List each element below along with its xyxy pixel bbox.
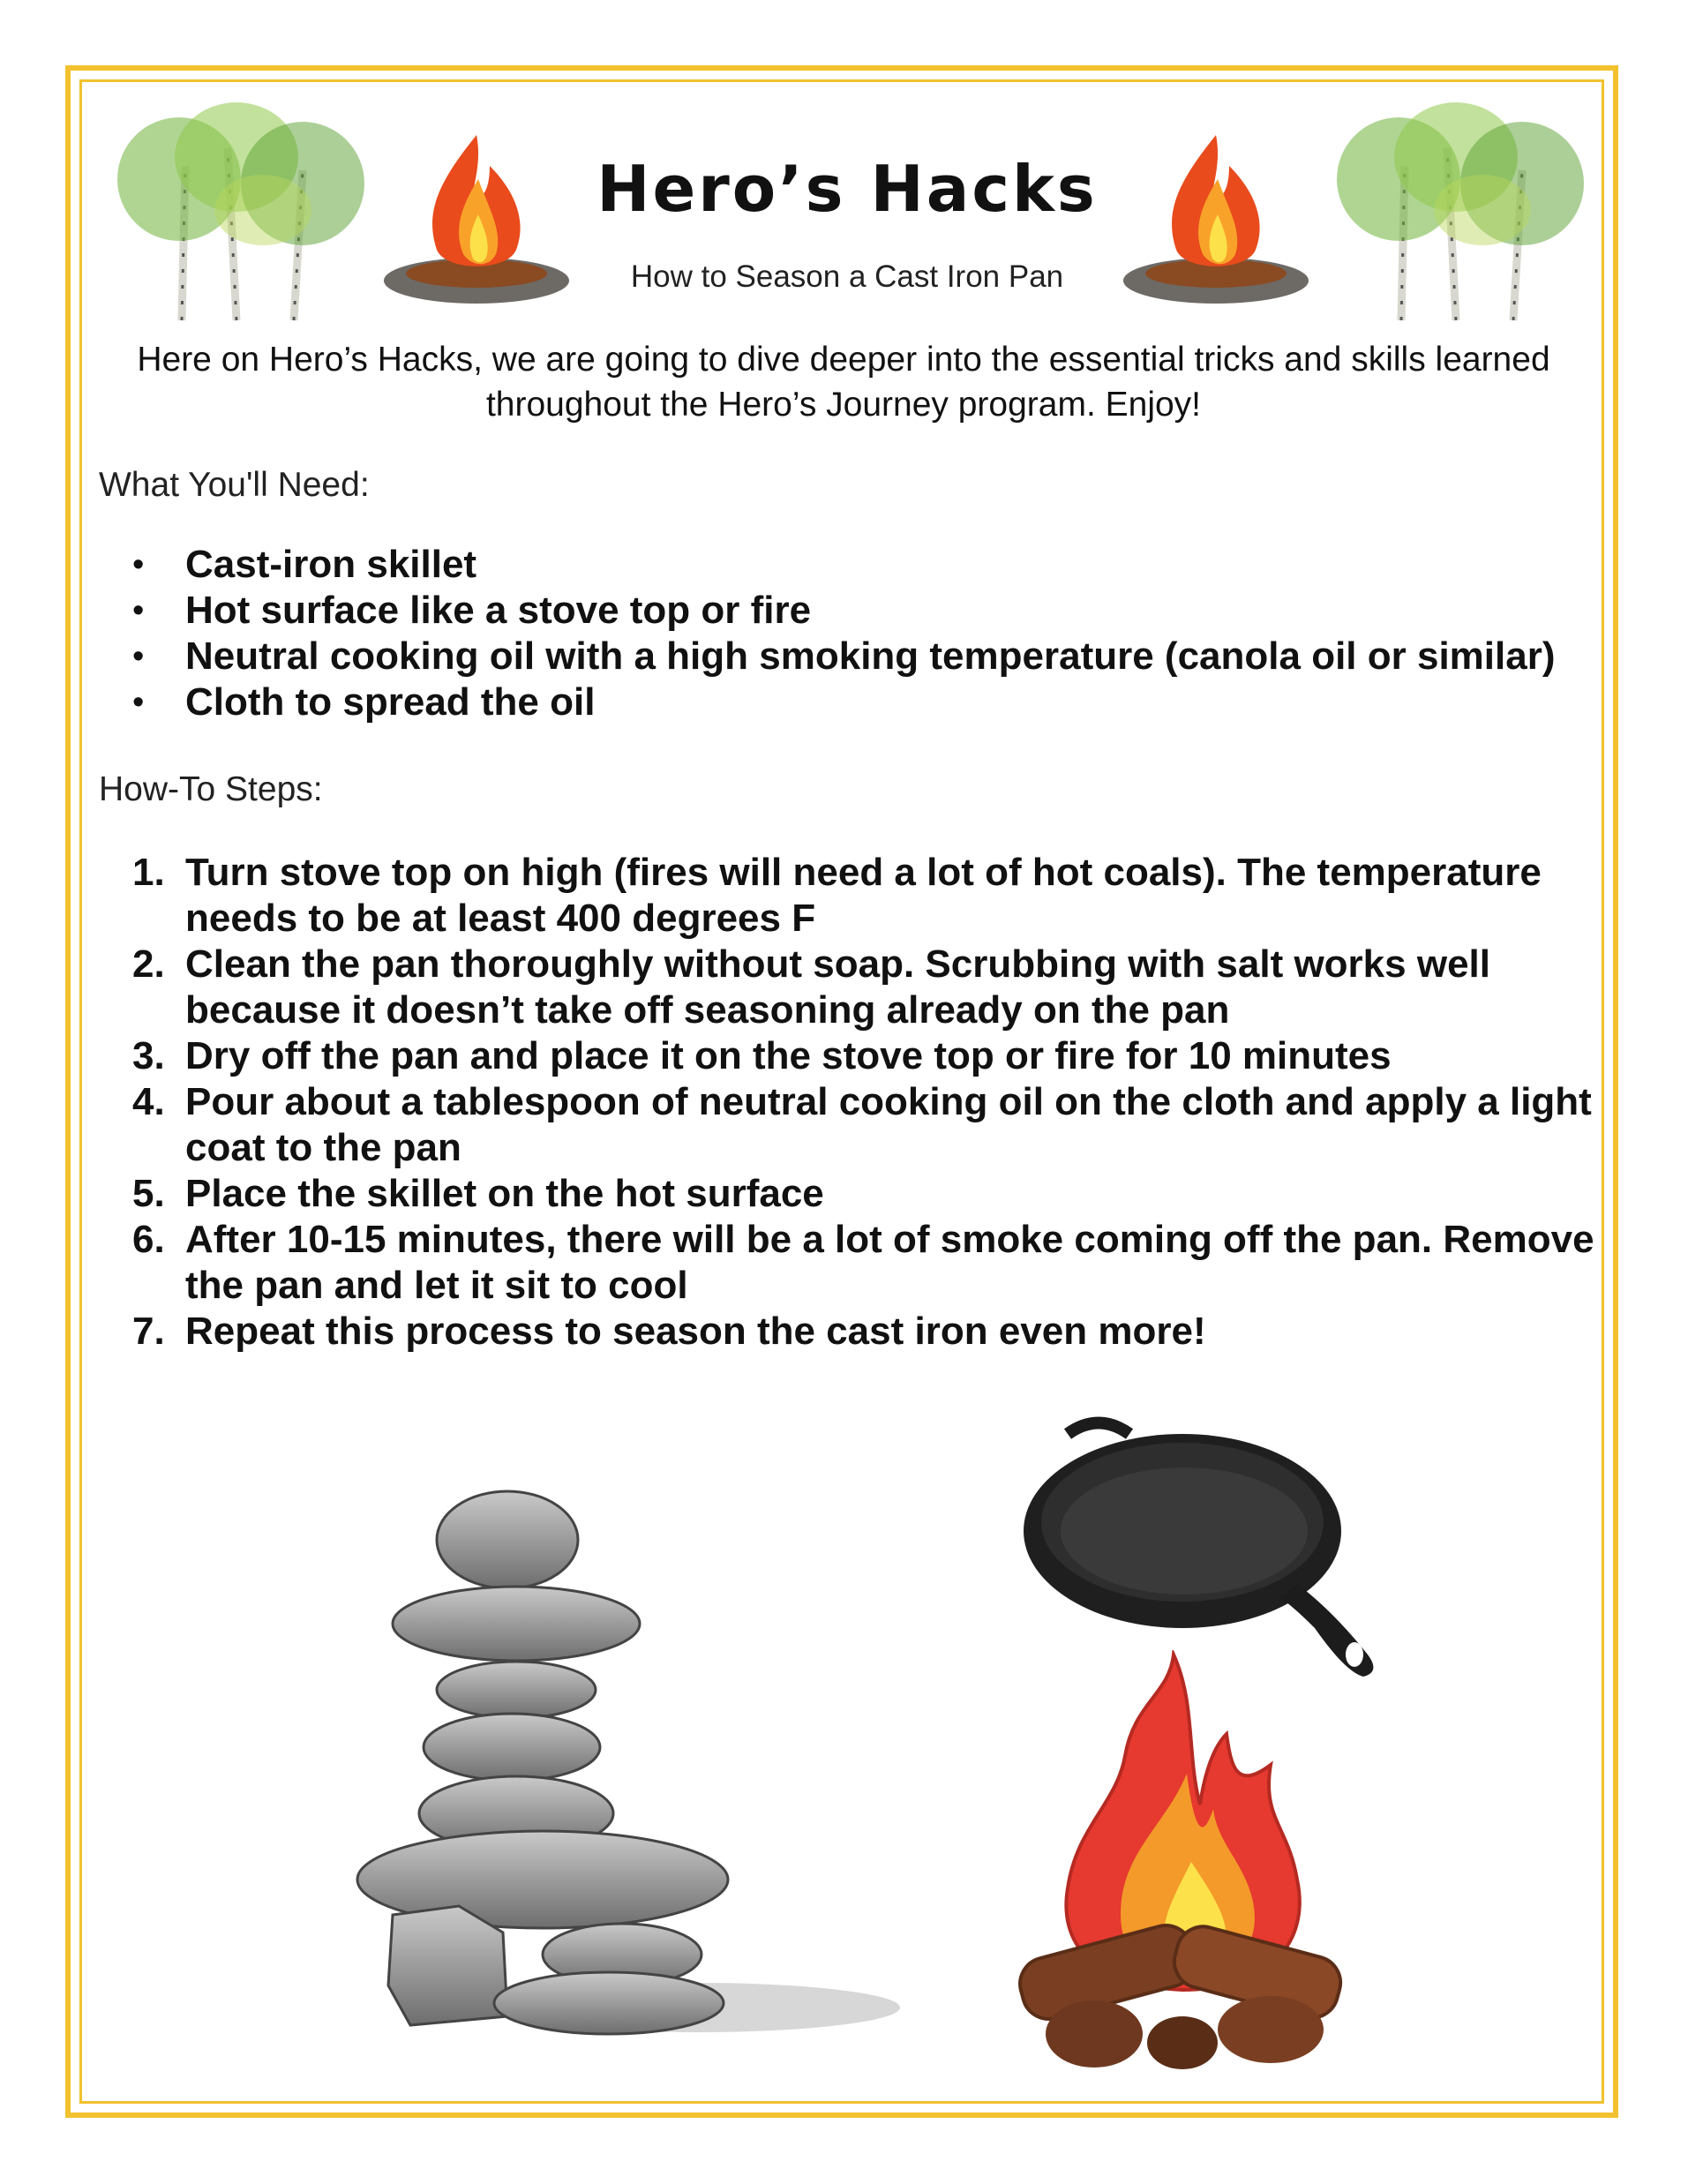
steps-heading: How-To Steps: [99, 770, 323, 808]
list-item: 4. Pour about a tablespoon of neutral cooking oil on the cloth and apply a light coat to the pan [132, 1080, 1592, 1169]
list-item: 3. Dry off the pan and place it on the stove top or fire for 10 minutes [132, 1034, 1392, 1077]
page-subtitle: How to Season a Cast Iron Pan [630, 259, 1064, 294]
intro-paragraph: Here on Hero’s Hacks, we are going to dive deeper into the essential tricks and skills learned throughout the Hero’s Journey program. Enjoy! [137, 341, 1550, 424]
list-item: 6. After 10-15 minutes, there will be a lot of smoke coming off the pan. Remove the pan and let it sit to cool [132, 1218, 1594, 1307]
list-item: • Hot surface like a stove top or fire [132, 589, 812, 632]
list-item: 2. Clean the pan thoroughly without soap. Scrubbing with salt works well because it doesn’t take off seasoning already on the pan [132, 942, 1490, 1032]
list-item: 1. Turn stove top on high (fires will need a lot of hot coals). The temperature needs to be at least 400 degrees F [132, 851, 1542, 940]
page-title: Hero’s Hacks [596, 152, 1098, 226]
birch-trees-icon [113, 95, 369, 325]
needs-heading: What You'll Need: [99, 466, 370, 504]
cast-iron-skillet-icon [1015, 1416, 1394, 1681]
steps-list [99, 850, 1599, 1355]
birch-trees-icon [1332, 95, 1588, 325]
rock-cairn-icon [326, 1465, 944, 2047]
campfire-icon [379, 131, 574, 307]
cartoon-campfire-icon [1006, 1650, 1359, 2074]
needs-list [99, 542, 1599, 725]
campfire-icon [1119, 131, 1313, 307]
list-item: • Cloth to spread the oil [132, 680, 596, 724]
list-item: • Neutral cooking oil with a high smoking temperature (canola oil or similar) [132, 634, 1556, 678]
list-item: 7. Repeat this process to season the cast iron even more! [132, 1310, 1206, 1353]
list-item: 5. Place the skillet on the hot surface [132, 1172, 824, 1215]
list-item: • Cast-iron skillet [132, 543, 477, 586]
